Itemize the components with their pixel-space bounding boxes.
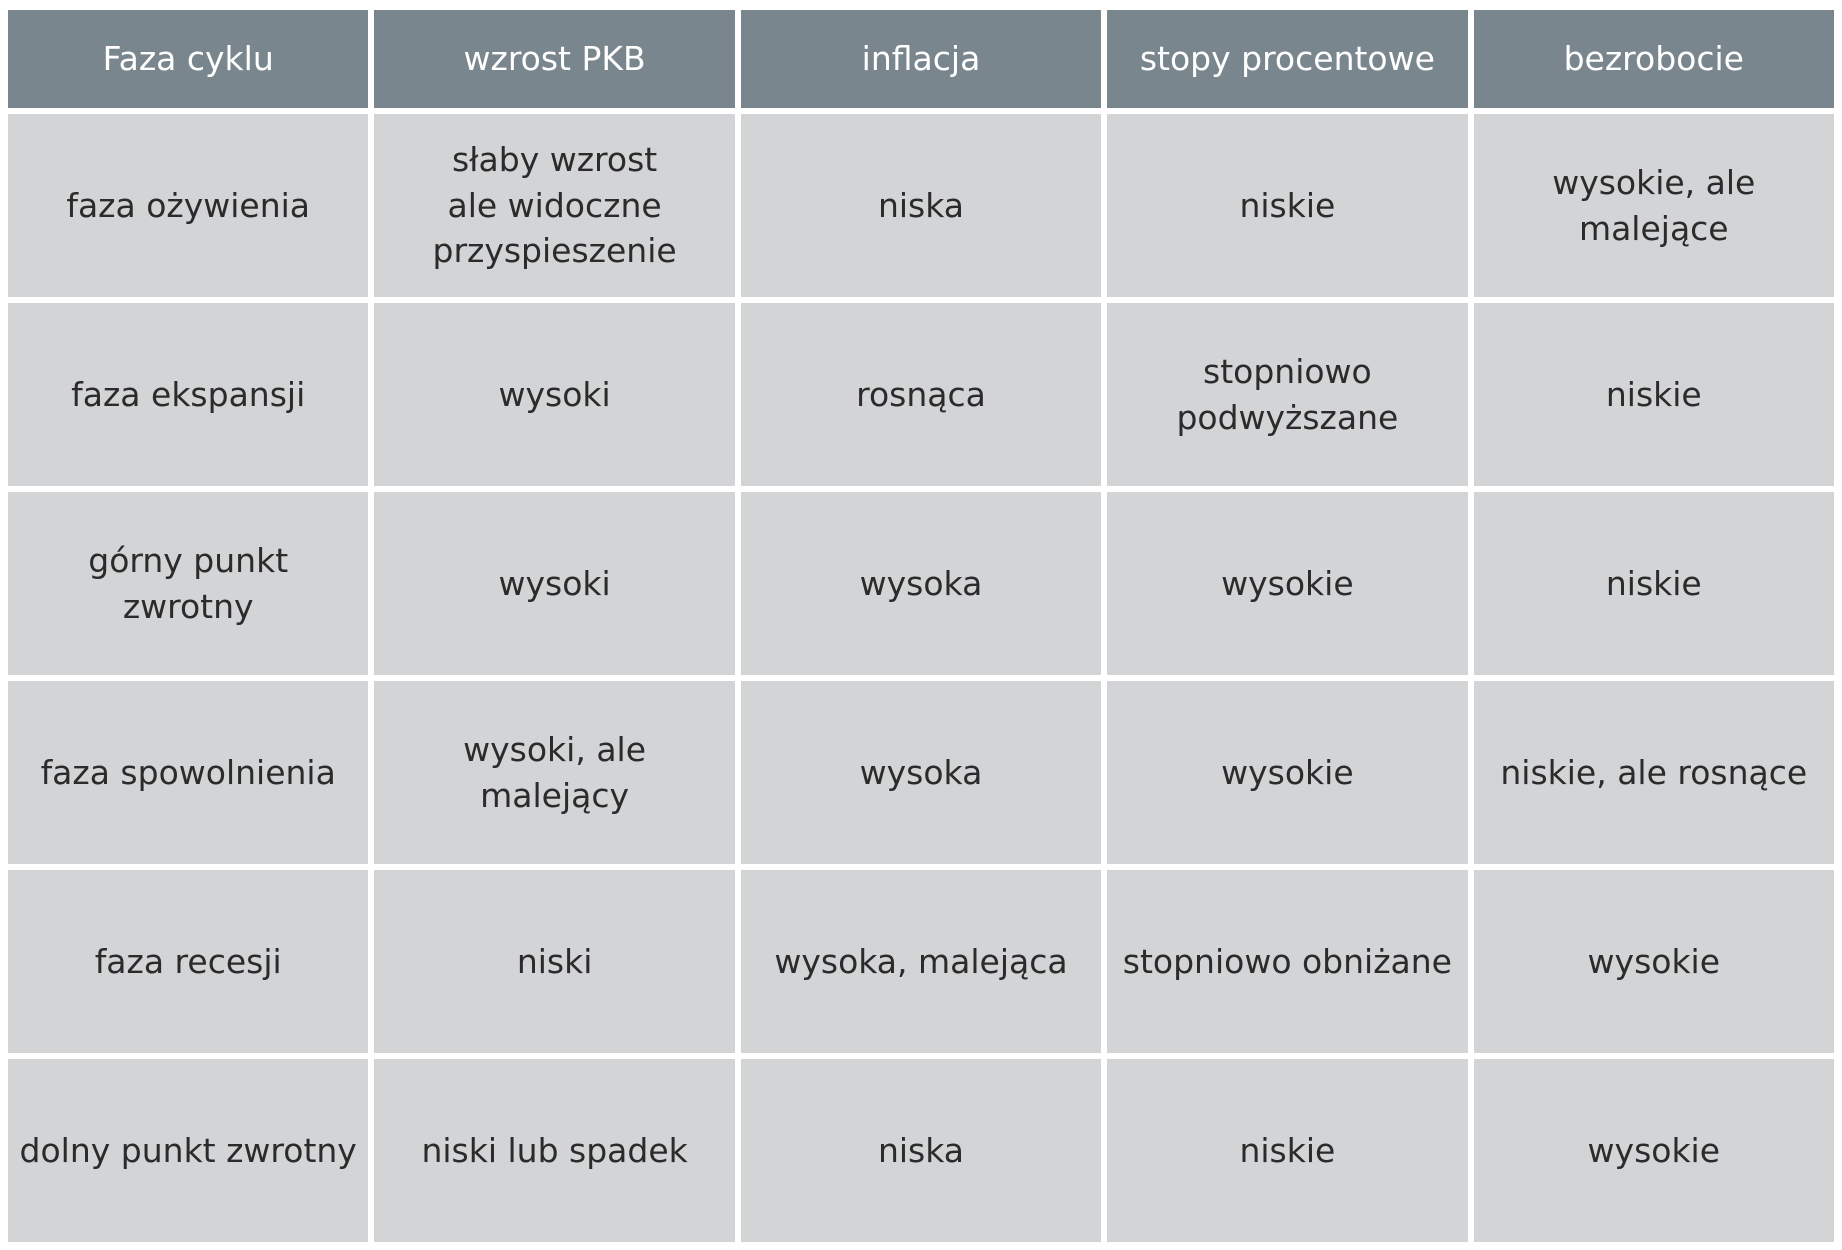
- table-cell-phase: faza recesji: [8, 870, 368, 1053]
- table-cell-gdp: wysoki, ale malejący: [374, 681, 734, 864]
- table-cell-unemployment: wysokie, ale malejące: [1474, 114, 1834, 297]
- table-cell-inflation: niska: [741, 1059, 1101, 1242]
- table-cell-unemployment: niskie, ale rosnące: [1474, 681, 1834, 864]
- table-cell-phase: faza ekspansji: [8, 303, 368, 486]
- header-unemployment: bezrobocie: [1474, 10, 1834, 108]
- header-phase: Faza cyklu: [8, 10, 368, 108]
- table-cell-gdp: wysoki: [374, 303, 734, 486]
- table-cell-rates: stopniowo obniżane: [1107, 870, 1467, 1053]
- table-cell-inflation: wysoka: [741, 492, 1101, 675]
- table-cell-gdp: wysoki: [374, 492, 734, 675]
- table-cell-phase: faza ożywienia: [8, 114, 368, 297]
- table-cell-gdp: niski: [374, 870, 734, 1053]
- header-gdp-growth: wzrost PKB: [374, 10, 734, 108]
- header-inflation: inflacja: [741, 10, 1101, 108]
- table-cell-inflation: wysoka, malejąca: [741, 870, 1101, 1053]
- table-cell-rates: wysokie: [1107, 492, 1467, 675]
- table-cell-rates: stopniowo podwyższane: [1107, 303, 1467, 486]
- table-cell-phase: dolny punkt zwrotny: [8, 1059, 368, 1242]
- table-cell-rates: niskie: [1107, 1059, 1467, 1242]
- table-cell-unemployment: wysokie: [1474, 870, 1834, 1053]
- table-cell-inflation: wysoka: [741, 681, 1101, 864]
- table-cell-unemployment: niskie: [1474, 492, 1834, 675]
- table-cell-phase: faza spowolnienia: [8, 681, 368, 864]
- table-cell-rates: wysokie: [1107, 681, 1467, 864]
- table-cell-gdp: niski lub spadek: [374, 1059, 734, 1242]
- header-interest-rates: stopy procentowe: [1107, 10, 1467, 108]
- table-cell-unemployment: niskie: [1474, 303, 1834, 486]
- table-cell-inflation: rosnąca: [741, 303, 1101, 486]
- table-cell-gdp: słaby wzrost ale widoczne przyspieszenie: [374, 114, 734, 297]
- business-cycle-table: [8, 10, 1834, 1242]
- table-cell-rates: niskie: [1107, 114, 1467, 297]
- table-cell-phase: górny punkt zwrotny: [8, 492, 368, 675]
- table-cell-unemployment: wysokie: [1474, 1059, 1834, 1242]
- table-cell-inflation: niska: [741, 114, 1101, 297]
